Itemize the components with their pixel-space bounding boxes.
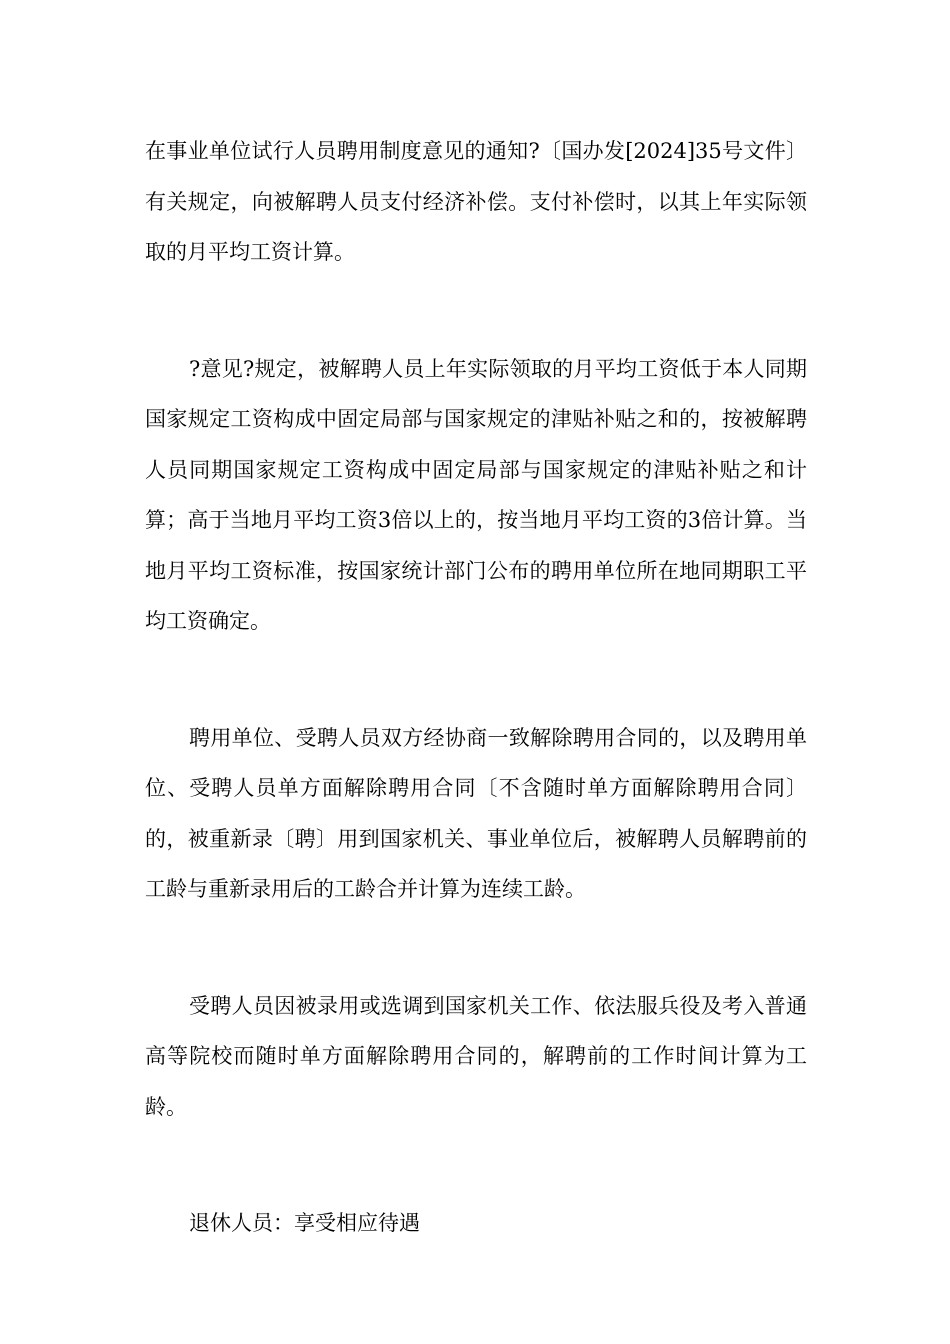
paragraph-wage-standard: ?意见?规定，被解聘人员上年实际领取的月平均工资低于本人同期国家规定工资构成中固定局部与国家规定的津贴补贴之和的，按被解聘人员同期国家规定工资构成中固定局部与国家规定的津贴补贴之和计算；高于当地月平均工资3倍以上的，按当地月平均工资的3倍计算。当地月平均工资标准，按国家统计部门公布的聘用单位所在地同期职工平均工资确定。 bbox=[145, 356, 807, 633]
paragraph-continuous-service: 聘用单位、受聘人员双方经协商一致解除聘用合同的，以及聘用单位、受聘人员单方面解除聘用合同〔不含随时单方面解除聘用合同〕的，被重新录〔聘〕用到国家机关、事业单位后，被解聘人员解聘前的工龄与重新录用后的工龄合并计算为连续工龄。 bbox=[145, 725, 807, 901]
document-page bbox=[145, 126, 807, 1249]
paragraph-compensation-notice: 在事业单位试行人员聘用制度意见的通知?〔国办发[2024]35号文件〕有关规定，向被解聘人员支付经济补偿。支付补偿时，以其上年实际领取的月平均工资计算。 bbox=[145, 139, 807, 264]
paragraph-retirees: 退休人员：享受相应待遇 bbox=[189, 1211, 420, 1235]
paragraph-service-years: 受聘人员因被录用或选调到国家机关工作、依法服兵役及考入普通高等院校而随时单方面解除聘用合同的，解聘前的工作时间计算为工龄。 bbox=[145, 993, 807, 1119]
